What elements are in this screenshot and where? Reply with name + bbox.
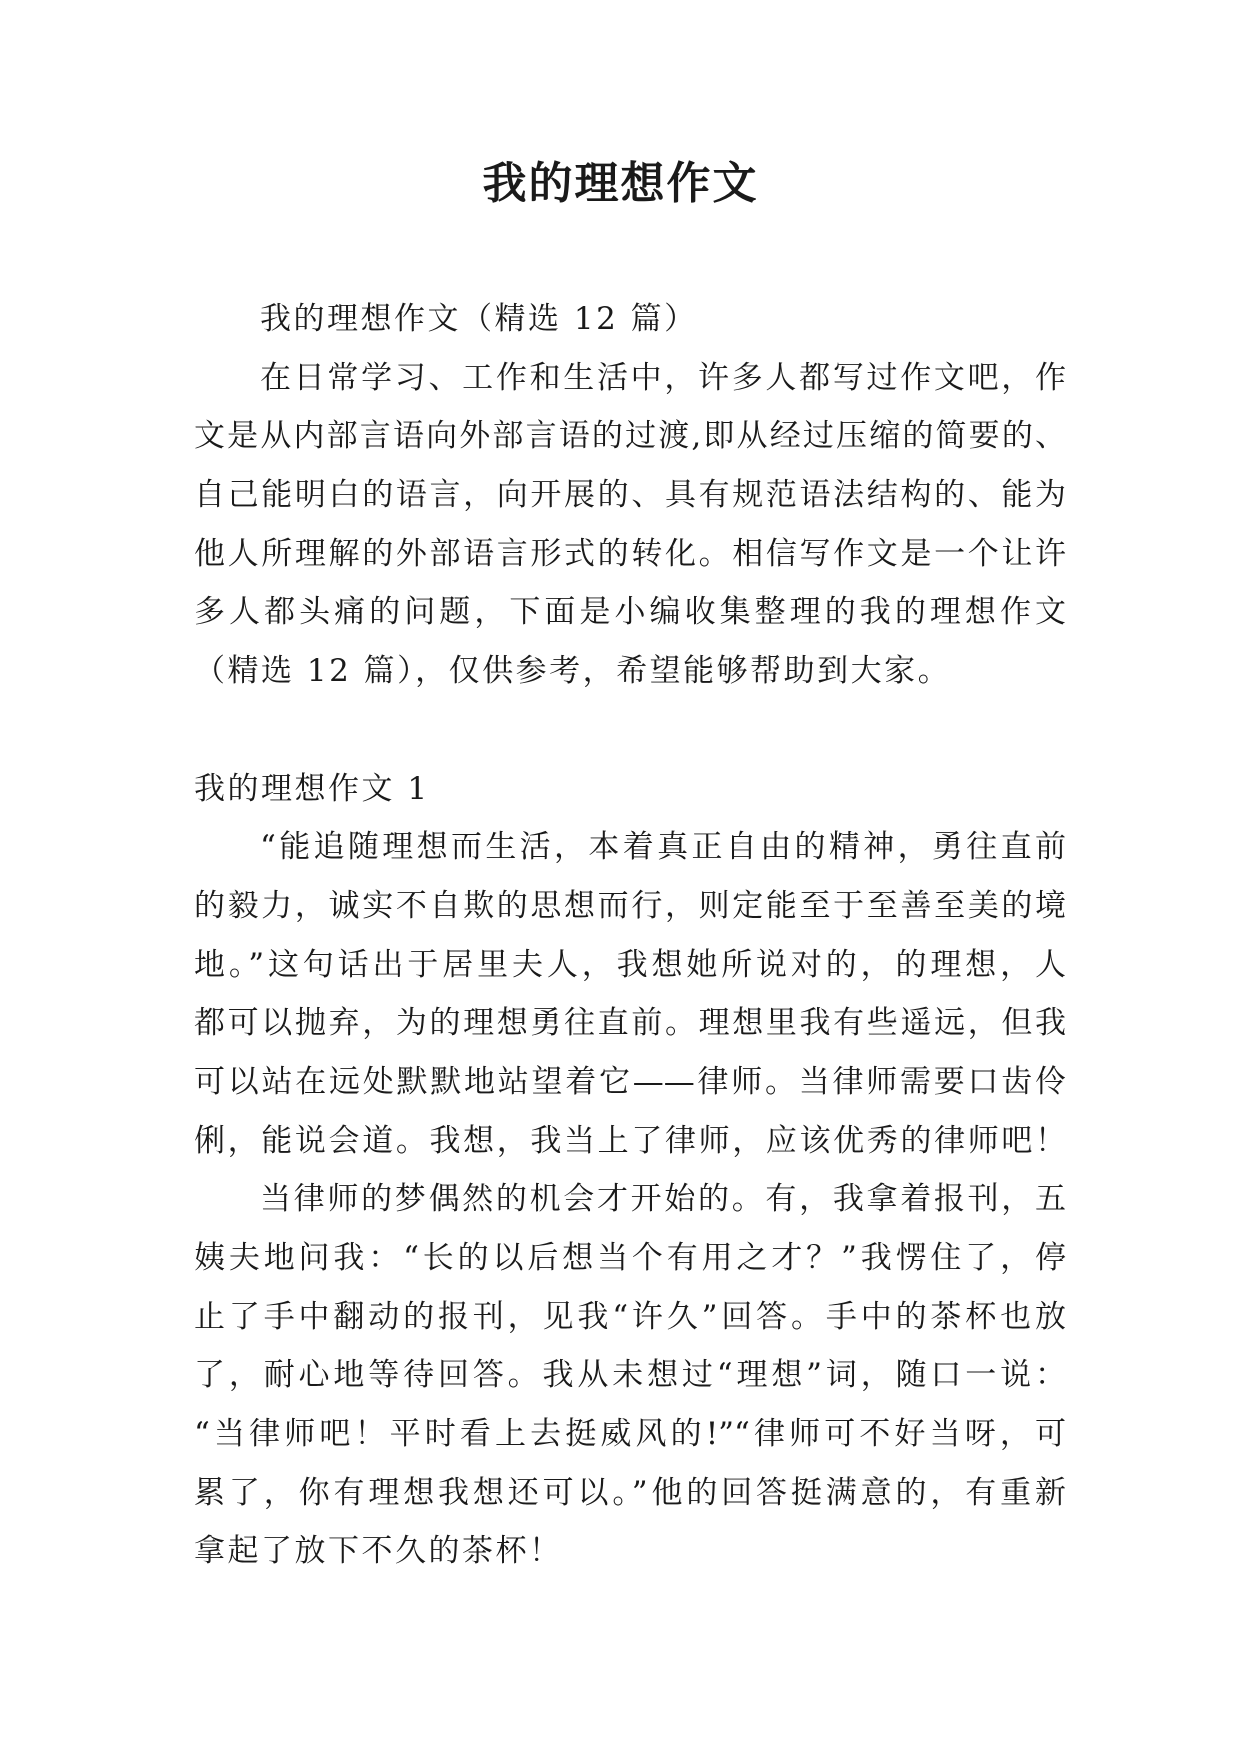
section-heading: 我的理想作文 1 bbox=[194, 770, 430, 807]
document-body bbox=[194, 290, 1066, 1581]
text-line: “当律师吧！平时看上去挺威风的!”“律师可不好当呀，可 bbox=[194, 1416, 1066, 1453]
text-line: 俐，能说会道。我想，我当上了律师，应该优秀的律师吧！ bbox=[194, 1122, 1066, 1159]
text-line: 可以站在远处默默地站望着它——律师。当律师需要口齿伶 bbox=[194, 1063, 1066, 1100]
text-line: 的毅力，诚实不自欺的思想而行，则定能至于至善至美的境 bbox=[194, 887, 1066, 924]
essay-paragraph-1 bbox=[194, 818, 1066, 1170]
intro-section bbox=[194, 290, 1066, 701]
intro-heading: 我的理想作文（精选 12 篇） bbox=[260, 301, 698, 337]
blank-line bbox=[194, 701, 1066, 760]
text-line: 都可以抛弃，为的理想勇往直前。理想里我有些遥远，但我 bbox=[194, 1005, 1066, 1042]
text-line: 地。”这句话出于居里夫人，我想她所说对的，的理想，人 bbox=[194, 946, 1066, 983]
essay-paragraph-2 bbox=[194, 1170, 1066, 1581]
text-line: 了，耐心地等待回答。我从未想过“理想”词，随口一说： bbox=[194, 1357, 1066, 1394]
text-line: 姨夫地问我：“长的以后想当个有用之才？”我愣住了，停 bbox=[194, 1240, 1066, 1276]
intro-paragraph bbox=[194, 349, 1066, 701]
text-line: 当律师的梦偶然的机会才开始的。有，我拿着报刊，五 bbox=[260, 1181, 1066, 1218]
text-line: 在日常学习、工作和生活中，许多人都写过作文吧，作 bbox=[260, 359, 1066, 396]
text-line: 拿起了放下不久的茶杯！ bbox=[194, 1533, 563, 1570]
essay-section-1 bbox=[194, 760, 1066, 1582]
text-line: 多人都头痛的问题，下面是小编收集整理的我的理想作文 bbox=[194, 594, 1066, 631]
text-line: 文是从内部言语向外部言语的过渡,即从经过压缩的简要的、 bbox=[194, 418, 1066, 455]
text-line: （精选 12 篇），仅供参考，希望能够帮助到大家。 bbox=[194, 653, 952, 690]
text-line: 自己能明白的语言，向开展的、具有规范语法结构的、能为 bbox=[194, 477, 1066, 514]
text-line: “能追随理想而生活，本着真正自由的精神，勇往直前 bbox=[260, 829, 1066, 866]
text-line: 累了，你有理想我想还可以。”他的回答挺满意的，有重新 bbox=[194, 1474, 1066, 1511]
text-line: 他人所理解的外部语言形式的转化。相信写作文是一个让许 bbox=[194, 535, 1066, 572]
page-title: 我的理想作文 bbox=[482, 158, 759, 209]
text-line: 止了手中翻动的报刊，见我“许久”回答。手中的茶杯也放 bbox=[194, 1298, 1066, 1335]
